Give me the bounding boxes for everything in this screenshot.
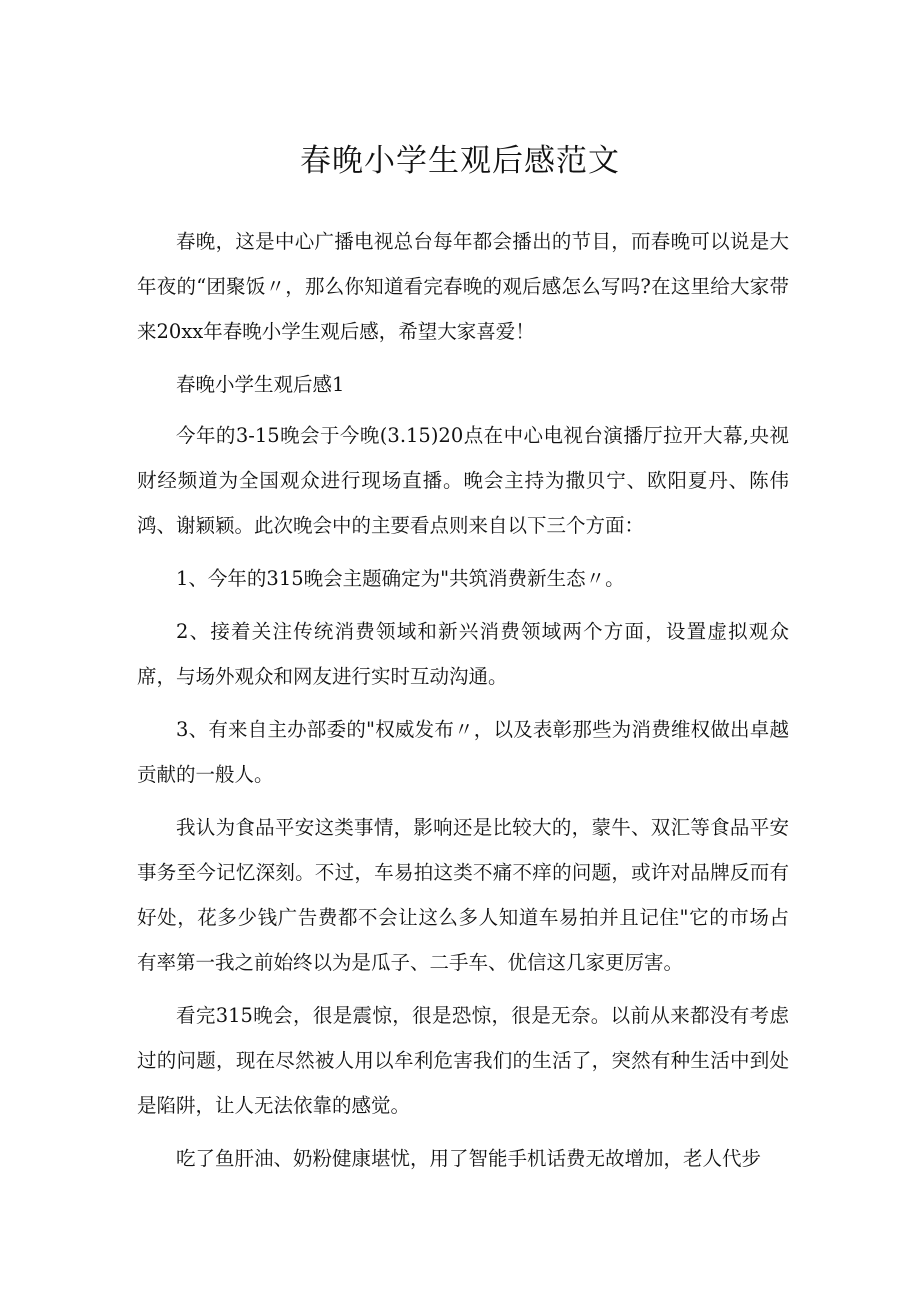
paragraph: 我认为食品平安这类事情，影响还是比较大的，蒙牛、双汇等食品平安事务至今记忆深刻。不过，车易拍这类不痛不痒的问题，或许对品牌反而有好处，花多少钱广告费都不会让这么多人知道车易拍并且记住"它的市场占有率第一我之前始终以为是瓜子、二手车、优信这几家更厉害。 (137, 816, 789, 974)
paragraph-intro: 春晚，这是中心广播电视总台每年都会播出的节目，而春晚可以说是大年夜的“团聚饭〃，那么你知道看完春晚的观后感怎么写吗?在这里给大家带来20xx年春晚小学生观后感，希望大家喜爱！ (137, 230, 789, 343)
paragraph: 吃了鱼肝油、奶粉健康堪忧，用了智能手机话费无故增加，老人代步 (176, 1147, 762, 1170)
list-item: 2、接着关注传统消费领域和新兴消费领域两个方面，设置虚拟观众席，与场外观众和网友进行实时互动沟通。 (137, 620, 789, 688)
section-heading: 春晚小学生观后感1 (176, 373, 345, 396)
paragraph: 看完315晚会，很是震惊，很是恐惊，很是无奈。以前从来都没有考虑过的问题，现在尽然被人用以牟利危害我们的生活了，突然有种生活中到处是陷阱，让人无法依靠的感觉。 (137, 1004, 789, 1117)
list-item: 1、今年的315晚会主题确定为"共筑消费新生态〃。 (176, 567, 625, 590)
paragraph: 今年的3-15晚会于今晚(3.15)20点在中心电视台演播厅拉开大幕,央视财经频道为全国观众进行现场直播。晚会主持为撒贝宁、欧阳夏丹、陈伟鸿、谢颖颖。此次晚会中的主要看点则来自以下三个方面： (137, 424, 789, 537)
document-body (137, 219, 789, 1189)
list-item: 3、有来自主办部委的"权威发布〃，以及表彰那些为消费维权做出卓越贡献的一般人。 (137, 718, 789, 786)
document-title: 春晚小学生观后感范文 (300, 143, 620, 179)
